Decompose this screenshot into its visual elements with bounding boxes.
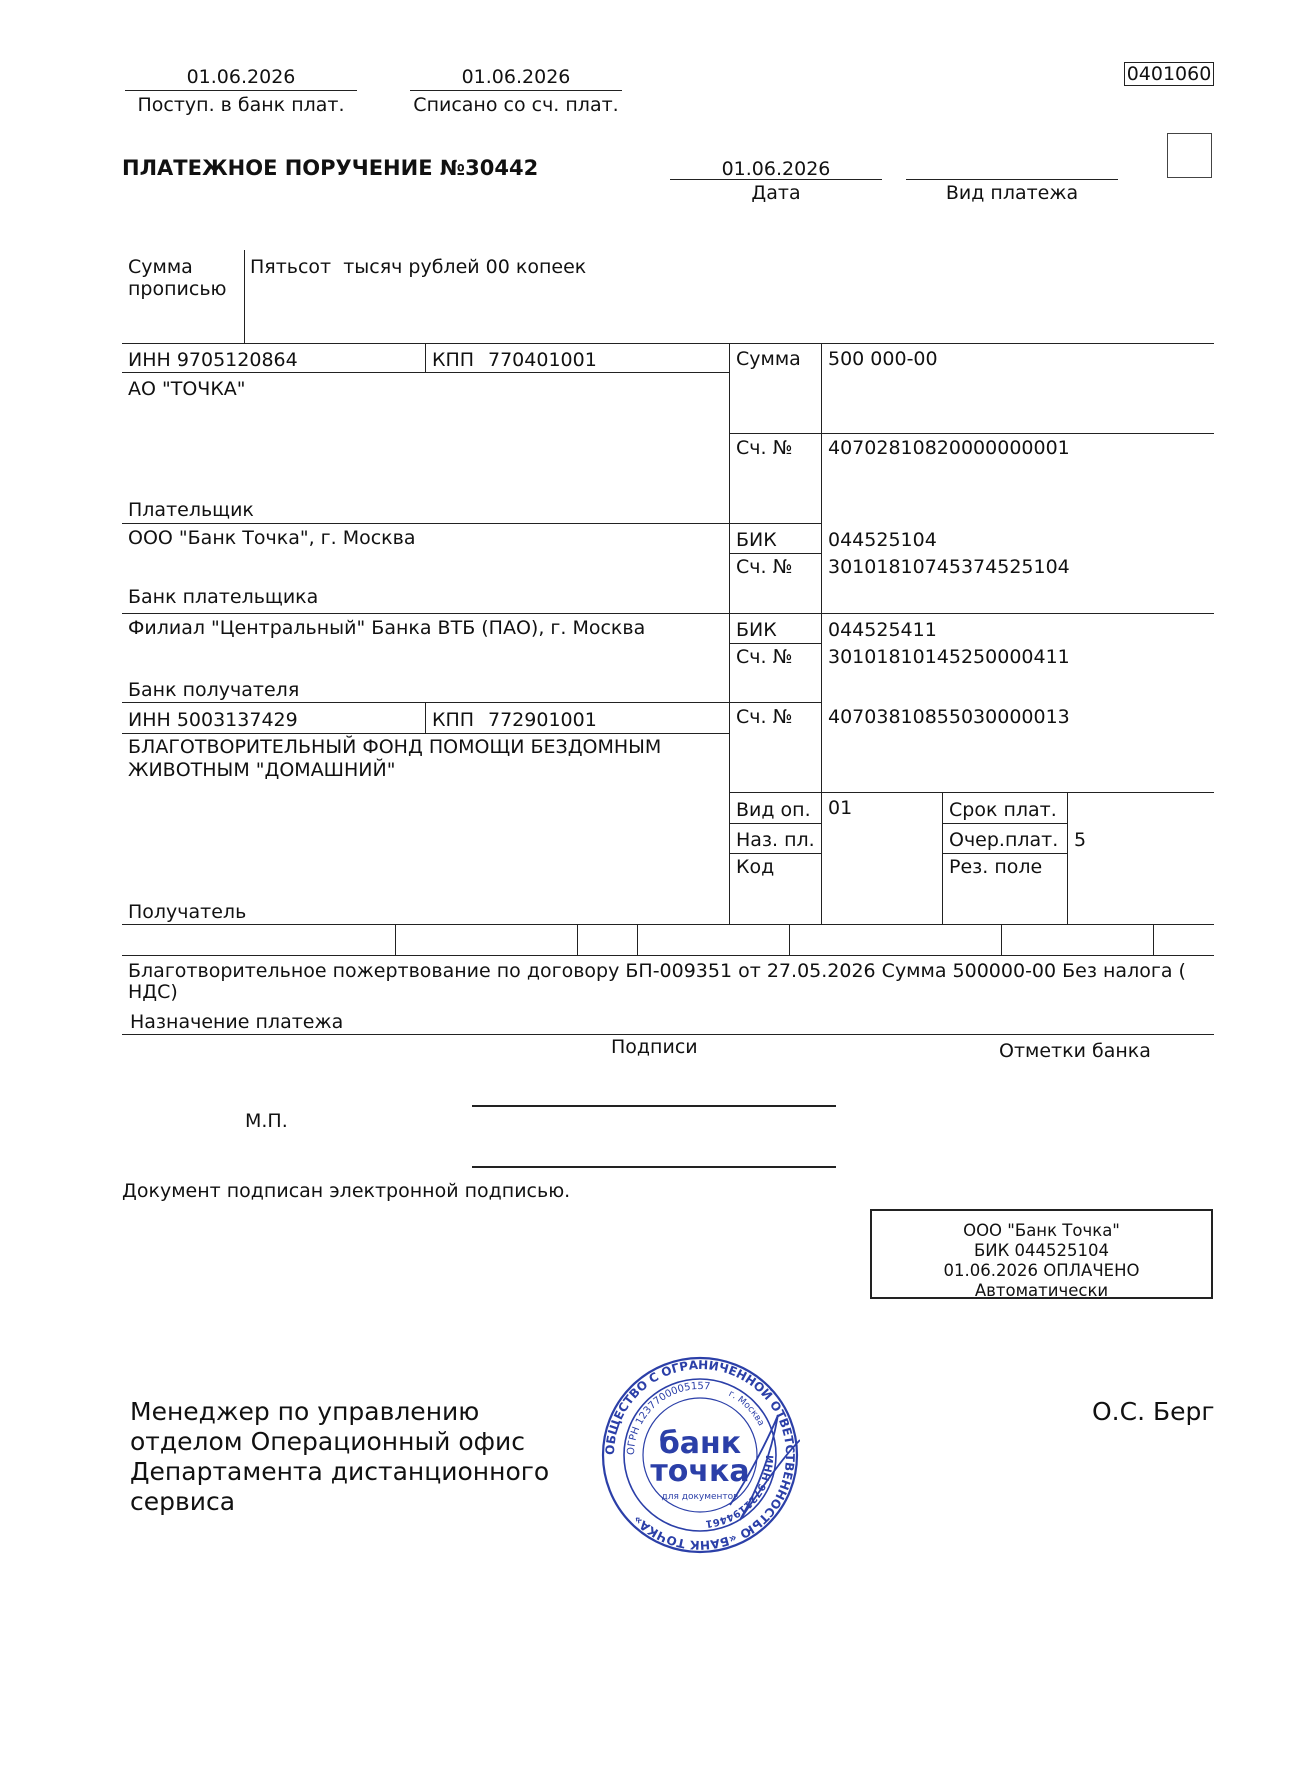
manager-line2: отделом Операционный офис	[130, 1427, 526, 1456]
bank-stamp-line4: Автоматически	[974, 1281, 1109, 1300]
seal-city-textpath: г. Москва	[726, 1388, 766, 1428]
debited-date-line	[410, 90, 622, 91]
grid-line-823-b	[942, 823, 1067, 824]
amount-words-label-1: Сумма	[128, 256, 193, 278]
purpose-line1: Благотворительное пожертвование по договору БП-009351 от 27.05.2026 Сумма 500000-00 Без налога (	[128, 960, 1186, 982]
amount-words-label-2: прописью	[128, 278, 227, 300]
payer-kpp-label: КПП	[432, 349, 475, 371]
manager-line3: Департамента дистанционного	[130, 1457, 550, 1486]
grid-line-372	[122, 372, 730, 373]
tax-cell-div-6	[1153, 924, 1154, 955]
grid-col-942	[942, 792, 943, 924]
seal-logo-sub: для документов	[661, 1492, 739, 1502]
payee-label: Получатель	[128, 901, 247, 923]
grid-col-1067	[1067, 792, 1068, 924]
payment-type-line	[906, 179, 1118, 180]
payer-label: Плательщик	[128, 499, 254, 521]
bank-paid-stamp	[870, 1209, 1213, 1299]
sum-label: Сумма	[736, 348, 801, 370]
payer-name: АО "ТОЧКА"	[128, 378, 246, 400]
payee-account: 40703810855030000013	[828, 706, 1070, 728]
corner-box	[1167, 133, 1212, 178]
priority-label: Очер.плат.	[949, 829, 1059, 851]
payer-bank-bik: 044525104	[828, 529, 937, 551]
payer-account-label: Сч. №	[736, 437, 793, 459]
grid-col-729	[729, 343, 730, 924]
debited-date-label: Списано со сч. плат.	[413, 94, 619, 116]
seal-inn-textpath: ИНН 9721194461	[704, 1454, 775, 1529]
sum-value: 500 000-00	[828, 348, 938, 370]
debited-date: 01.06.2026	[461, 66, 571, 88]
document-date-line	[670, 179, 882, 180]
grid-line-1034	[122, 1034, 1214, 1035]
reserve-label: Рез. поле	[949, 856, 1043, 878]
manager-line4: сервиса	[130, 1487, 236, 1516]
payer-bank-account: 30101810745374525104	[828, 556, 1070, 578]
op-type: 01	[828, 797, 853, 819]
payer-kpp-divider	[425, 343, 426, 372]
purpose-label: Назначение платежа	[130, 1011, 344, 1033]
code-label: Код	[736, 856, 775, 878]
purpose-line2: НДС)	[128, 981, 178, 1003]
grid-line-733	[122, 733, 730, 734]
payee-bank-account-label: Сч. №	[736, 646, 793, 668]
grid-line-523	[122, 523, 822, 524]
tax-cell-div-1	[395, 924, 396, 955]
seal-logo-line1: банк	[658, 1426, 742, 1461]
payee-bank-bik: 044525411	[828, 619, 937, 641]
signer-name: О.С. Берг	[1092, 1397, 1215, 1426]
signature-line-1	[472, 1105, 836, 1107]
bank-stamp-line3: 01.06.2026 ОПЛАЧЕНО	[943, 1261, 1140, 1280]
payer-inn: ИНН 9705120864	[128, 349, 298, 371]
grid-line-792	[729, 792, 1214, 793]
payee-account-label: Сч. №	[736, 706, 793, 728]
payer-bank-label: Банк плательщика	[128, 586, 319, 608]
term-label: Срок плат.	[949, 799, 1057, 821]
payee-kpp-divider	[425, 702, 426, 733]
payer-kpp: 770401001	[488, 349, 597, 371]
payer-bank-bik-label: БИК	[736, 529, 777, 551]
received-date-line	[125, 90, 357, 91]
e-signed-note: Документ подписан электронной подписью.	[122, 1180, 571, 1202]
payee-bank-name: Филиал "Центральный" Банка ВТБ (ПАО), г. Москва	[128, 617, 646, 639]
mp-label: М.П.	[245, 1110, 288, 1132]
document-date-label: Дата	[751, 182, 801, 204]
payer-bank-name: ООО "Банк Точка", г. Москва	[128, 527, 416, 549]
purpose-code-label: Наз. пл.	[736, 829, 815, 851]
signatures-label: Подписи	[611, 1036, 698, 1058]
seal-outer-textpath: ОБЩЕСТВО С ОГРАНИЧЕННОЙ ОТВЕТСТВЕННОСТЬЮ «БАНК ТОЧКА»	[602, 1357, 798, 1553]
seal-ogrn-textpath: ОГРН 1237700005157	[625, 1380, 711, 1456]
tax-cell-div-3	[637, 924, 638, 955]
signature-line-2	[472, 1166, 836, 1168]
payee-kpp-label: КПП	[432, 709, 475, 731]
manager-line1: Менеджер по управлению	[130, 1397, 480, 1426]
grid-line-433-left	[729, 433, 821, 434]
payment-type-label: Вид платежа	[945, 182, 1079, 204]
grid-line-553	[729, 553, 821, 554]
form-code: 0401060	[1124, 62, 1214, 86]
grid-col-821	[821, 343, 822, 924]
payer-account: 40702810820000000001	[828, 437, 1070, 459]
company-seal	[600, 1355, 800, 1555]
grid-line-823-a	[729, 823, 821, 824]
priority: 5	[1074, 829, 1087, 851]
tax-cell-div-5	[1001, 924, 1002, 955]
tax-cell-div-4	[789, 924, 790, 955]
grid-line-924	[122, 924, 1214, 925]
received-date: 01.06.2026	[186, 66, 296, 88]
payee-inn: ИНН 5003137429	[128, 709, 298, 731]
payee-kpp: 772901001	[488, 709, 597, 731]
document-date: 01.06.2026	[721, 158, 831, 180]
bank-marks-label: Отметки банка	[999, 1040, 1151, 1062]
bank-stamp-line1: ООО "Банк Точка"	[963, 1221, 1120, 1240]
grid-line-643	[729, 643, 821, 644]
grid-line-613	[122, 613, 1214, 614]
payer-bank-account-label: Сч. №	[736, 556, 793, 578]
payee-name-line2: ЖИВОТНЫМ "ДОМАШНИЙ"	[128, 759, 396, 781]
grid-line-853-a	[729, 853, 821, 854]
document-title: ПЛАТЕЖНОЕ ПОРУЧЕНИЕ №30442	[122, 156, 539, 180]
amount-words-value: Пятьсот тысяч рублей 00 копеек	[250, 256, 587, 278]
payee-bank-label: Банк получателя	[128, 679, 300, 701]
grid-line-853-b	[942, 853, 1067, 854]
payee-bank-bik-label: БИК	[736, 619, 777, 641]
amount-words-divider	[244, 250, 245, 343]
seal-logo-line2: точка	[650, 1454, 750, 1489]
grid-line-343	[122, 343, 1214, 344]
grid-line-702	[122, 702, 822, 703]
payee-bank-account: 30101810145250000411	[828, 646, 1070, 668]
manager-title	[130, 1397, 549, 1517]
grid-line-433	[821, 433, 1214, 434]
tax-cell-div-2	[577, 924, 578, 955]
payee-name-line1: БЛАГОТВОРИТЕЛЬНЫЙ ФОНД ПОМОЩИ БЕЗДОМНЫМ	[128, 736, 662, 758]
received-date-label: Поступ. в банк плат.	[137, 94, 345, 116]
grid-line-955	[122, 955, 1214, 956]
op-type-label: Вид оп.	[736, 799, 811, 821]
bank-stamp-line2: БИК 044525104	[973, 1241, 1110, 1260]
